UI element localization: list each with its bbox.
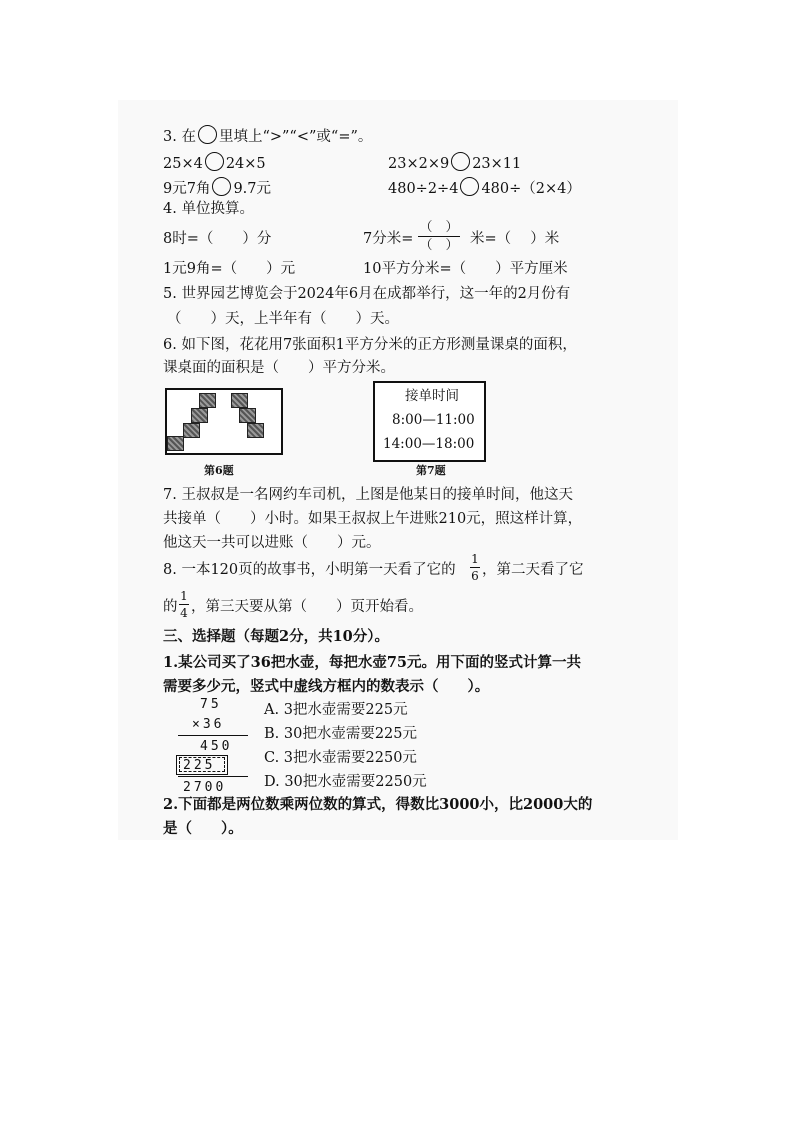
- q3-row2-right: 480÷2÷4 480÷（2×4）: [388, 177, 581, 197]
- q4-item2-b: 米=（ ）米: [470, 231, 560, 247]
- fraction-denominator: （ ）: [419, 238, 459, 253]
- c2-line1: 2.下面都是两位数乘两位数的算式，得数比3000小，比2000大的: [163, 796, 593, 813]
- q5-line1: 5. 世界园艺博览会于2024年6月在成都举行，这一年的2月份有: [163, 286, 571, 302]
- vertical-row-225: 225: [183, 758, 216, 773]
- fraction-denominator: 4: [180, 606, 188, 620]
- c1-option-c[interactable]: C. 3把水壶需要2250元: [264, 750, 417, 766]
- section-3-title: 三、选择题（每题2分，共10分）。: [163, 628, 390, 645]
- figure-6-caption: 第6题: [204, 464, 234, 477]
- compare-circle: [198, 125, 217, 144]
- q8-fraction-one-quarter: [179, 590, 189, 619]
- vertical-row-2700: 2700: [183, 780, 227, 795]
- figure-7-caption: 第7题: [416, 464, 446, 477]
- q7-line1: 7. 王叔叔是一名网约车司机，上图是他某日的接单时间，他这天: [163, 487, 573, 503]
- fraction-denominator: 6: [471, 569, 479, 583]
- vertical-line-2: [178, 776, 248, 777]
- q4-title: 4. 单位换算。: [163, 201, 254, 217]
- q6-line2: 课桌面的面积是（ ）平方分米。: [163, 360, 395, 376]
- q4-item4: 10平方分米=（ ）平方厘米: [363, 261, 568, 277]
- q7-line2: 共接单（ ）小时。如果王叔叔上午进账210元，照这样计算，: [163, 511, 583, 527]
- q8-line2-a: 的: [163, 599, 178, 615]
- q4-item2-a: 7分米=: [363, 231, 414, 247]
- order-time-morning: 8:00—11:00: [392, 412, 475, 428]
- q8-line1-a: 8. 一本120页的故事书，小明第一天看了它的: [163, 562, 456, 578]
- square-tile: [247, 423, 264, 438]
- vertical-row-75: 75: [200, 697, 222, 712]
- compare-circle: [451, 152, 470, 171]
- fraction-numerator: 1: [180, 589, 188, 603]
- q3-row2-left: 9元7角 9.7元: [163, 177, 271, 197]
- q3-title: 3. 在 里填上“>”“<”或“=”。: [163, 125, 372, 145]
- c1-line1: 1.某公司买了36把水壶，每把水壶75元。用下面的竖式计算一共: [163, 654, 581, 671]
- vertical-row-x36: ×36: [192, 717, 225, 732]
- square-tile: [199, 393, 216, 408]
- fraction-bar: [470, 567, 480, 568]
- order-time-header: 接单时间: [405, 388, 459, 404]
- q8-line2-b: ，第三天要从第（ ）页开始看。: [191, 599, 423, 615]
- q6-line1: 6. 如下图，花花用7张面积1平方分米的正方形测量课桌的面积，: [163, 337, 577, 353]
- square-tile: [191, 408, 208, 423]
- q4-fraction: [418, 221, 460, 252]
- q4-item1: 8时=（ ）分: [163, 231, 272, 247]
- order-time-box: [373, 381, 486, 462]
- q5-line2: （ ）天，上半年有（ ）天。: [167, 311, 399, 327]
- compare-circle: [460, 177, 479, 196]
- q3-row1-right: 23×2×9 23×11: [388, 152, 521, 172]
- fraction-numerator: （ ）: [419, 220, 459, 235]
- c2-line2: 是（ ）。: [163, 820, 243, 837]
- c1-option-a[interactable]: A. 3把水壶需要225元: [264, 702, 408, 718]
- q3-row1-left: 25×4 24×5: [163, 152, 266, 172]
- vertical-row-450: 450: [200, 739, 233, 754]
- square-tile: [231, 393, 248, 408]
- c1-option-b[interactable]: B. 30把水壶需要225元: [264, 726, 417, 742]
- square-tile: [239, 408, 256, 423]
- q8-fraction-one-sixth: [470, 553, 480, 582]
- compare-circle: [205, 152, 224, 171]
- order-time-afternoon: 14:00—18:00: [383, 436, 475, 452]
- q7-line3: 他这天一共可以进账（ ）元。: [163, 535, 381, 551]
- compare-circle: [212, 177, 231, 196]
- vertical-line-1: [178, 735, 248, 736]
- q8-line1-b: ，第二天看了它: [482, 562, 584, 578]
- desk-figure: [165, 388, 283, 455]
- c1-line2: 需要多少元，竖式中虚线方框内的数表示（ ）。: [163, 678, 490, 695]
- q4-item3: 1元9角=（ ）元: [163, 261, 296, 277]
- c1-option-d[interactable]: D. 30把水壶需要2250元: [264, 774, 427, 790]
- fraction-bar: [179, 604, 189, 605]
- square-tile: [167, 436, 184, 451]
- fraction-bar: [418, 236, 460, 237]
- square-tile: [183, 423, 200, 438]
- fraction-numerator: 1: [471, 552, 479, 566]
